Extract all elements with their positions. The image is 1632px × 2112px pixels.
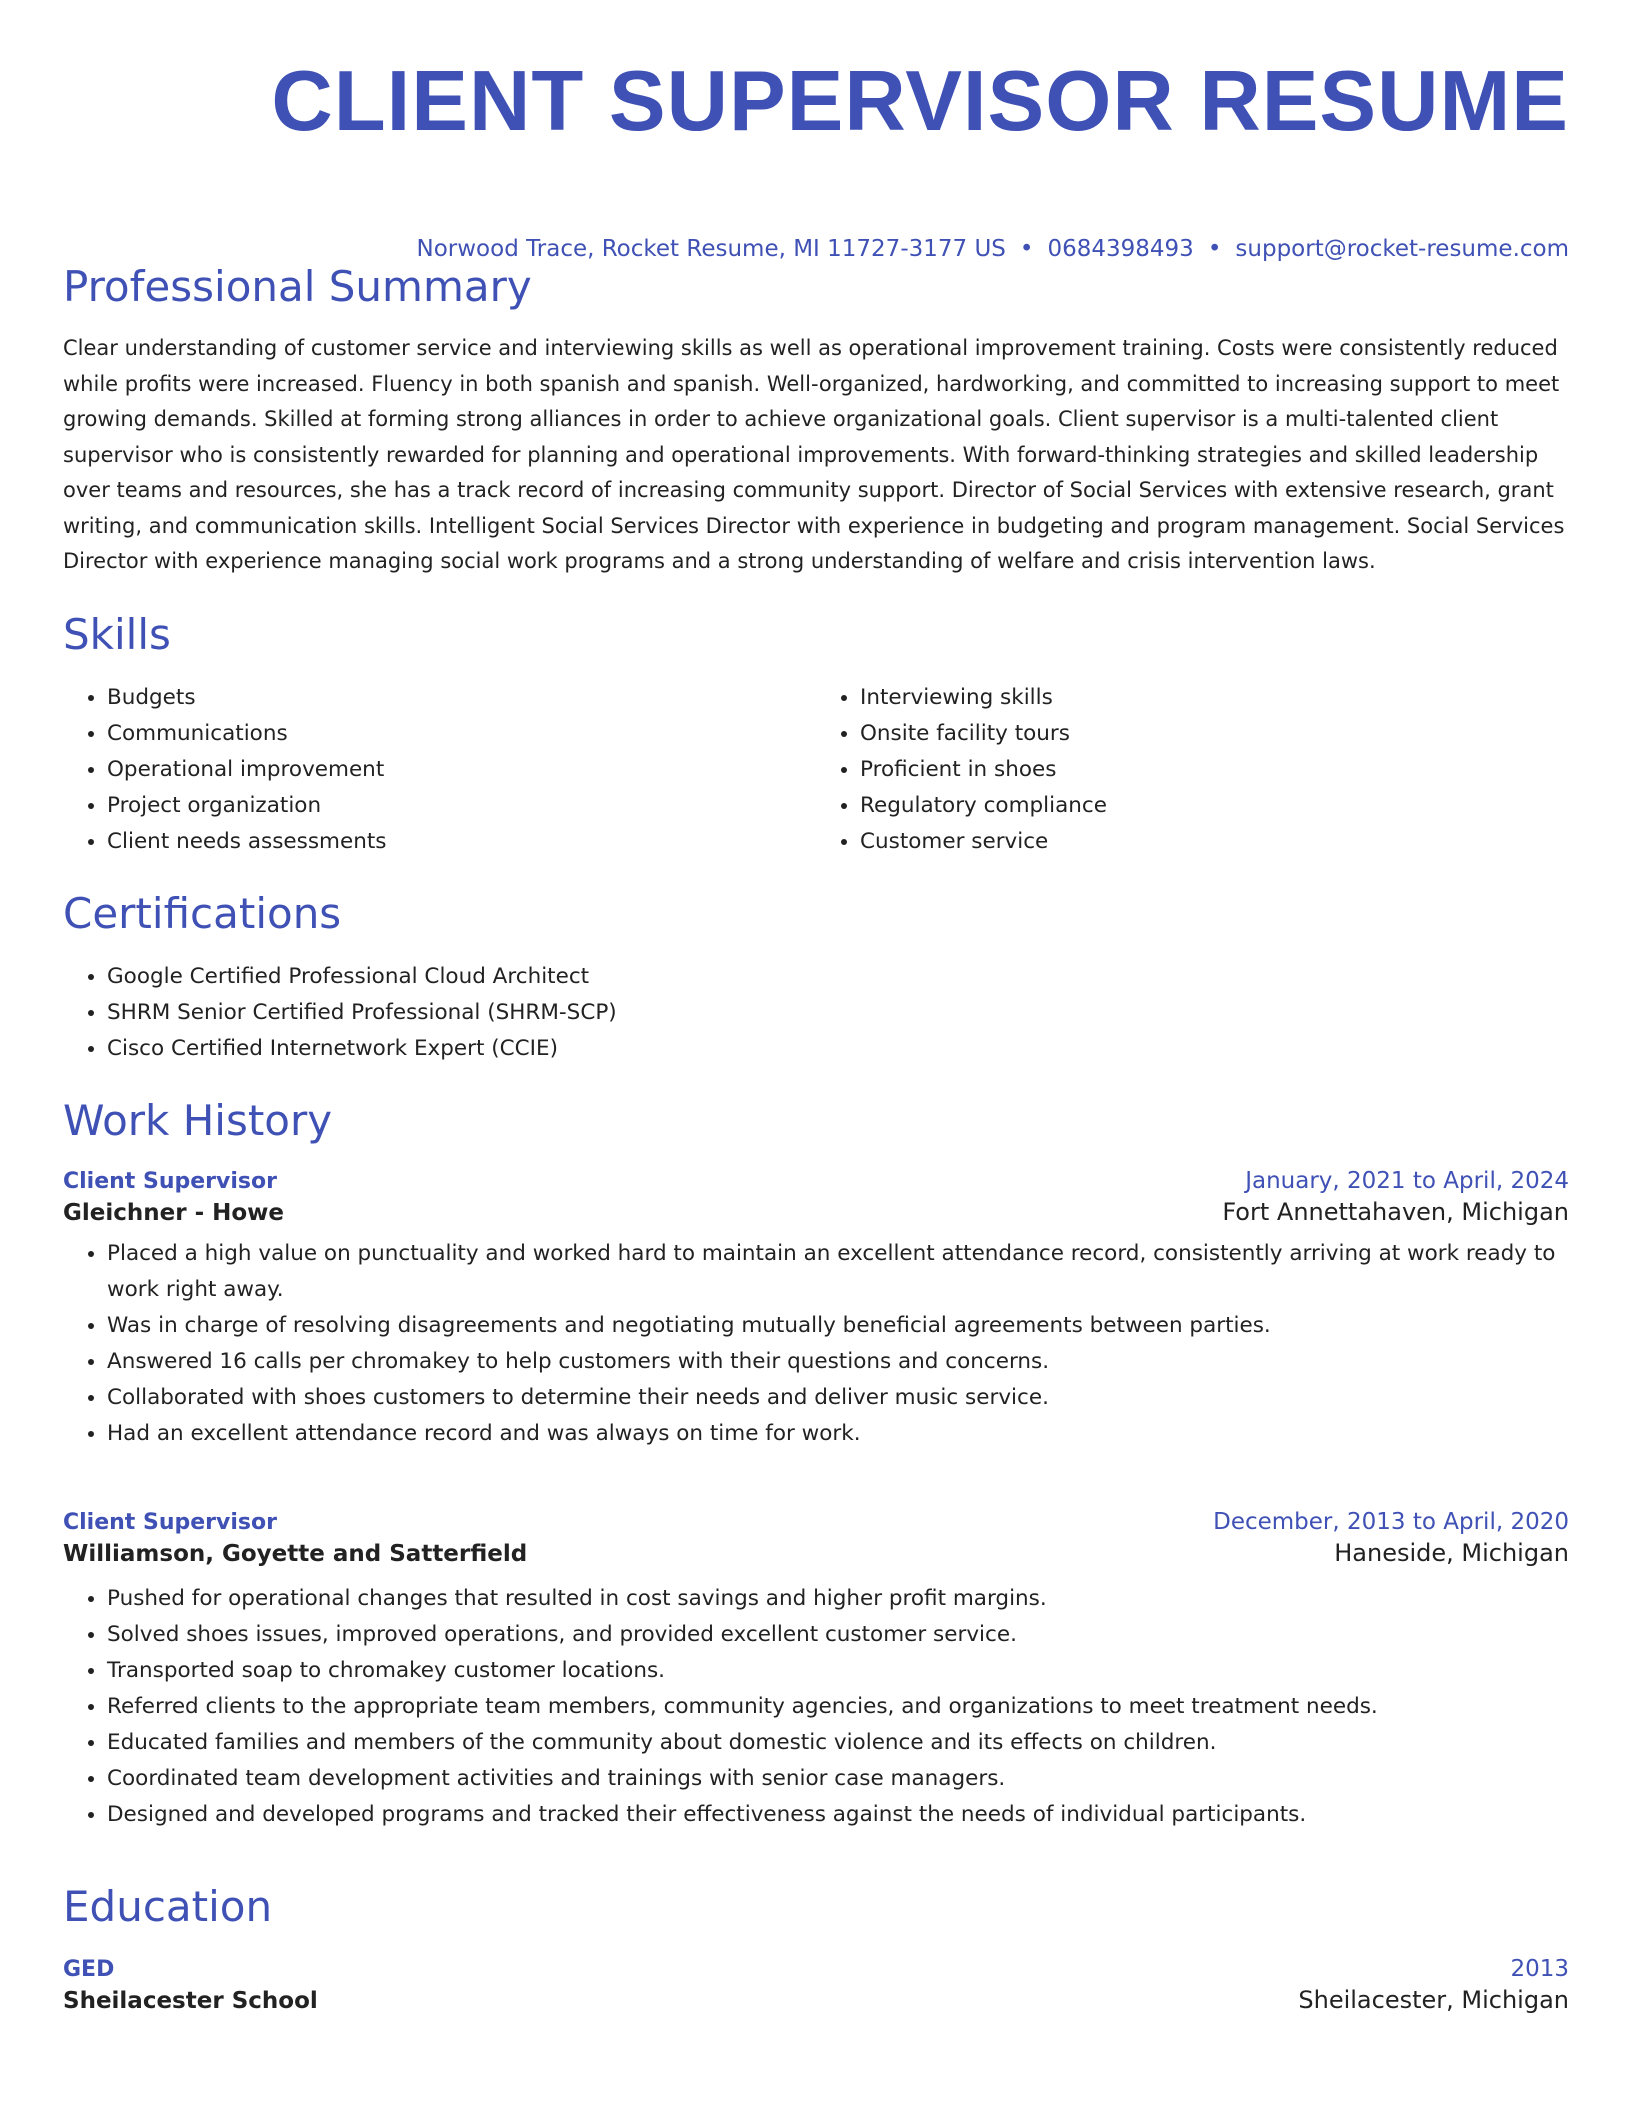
job-entry [63, 1168, 1569, 1452]
contact-email[interactable]: support@rocket-resume.com [1235, 236, 1569, 262]
skills-right-column [816, 680, 1569, 860]
education-year: 2013 [1510, 1956, 1569, 1982]
skill-item: • Communications [107, 716, 816, 752]
job-title: Client Supervisor [63, 1169, 277, 1194]
responsibility-item: • Transported soap to chromakey customer locations. [107, 1653, 1569, 1689]
skill-item: • Client needs assessments [107, 824, 816, 860]
job-title: Client Supervisor [63, 1510, 277, 1535]
responsibility-item: • Placed a high value on punctuality and worked hard to maintain an excellent attendance record, consistently arriving at work ready to work right away. [107, 1236, 1569, 1308]
skill-item: • Onsite facility tours [860, 716, 1569, 752]
skill-item: • Budgets [107, 680, 816, 716]
resume-title: CLIENT SUPERVISOR RESUME [271, 54, 1569, 149]
contact-phone: 0684398493 [1047, 236, 1194, 262]
job-responsibilities [63, 1236, 1569, 1452]
summary-heading: Professional Summary [63, 262, 532, 311]
contact-separator: • [1019, 236, 1034, 262]
summary-text: Clear understanding of customer service and interviewing skills as well as operational improvement training. Costs were consistently reduced while profits were increased. Fluency in both spanish and spanish. Well-organized, hardworking, and committed to increasing support to meet growing demands. Skilled at forming strong alliances in order to achieve organizational goals. Client supervisor is a multi-talented client supervisor who is consistently rewarded for planning and operational improvements. With forward-thinking strategies and skilled leadership over teams and resources, she has a track record of increasing community support. Director of Social Services with extensive research, grant writing, and communication skills. Intelligent Social Services Director with experience in budgeting and program management. Social Services Director with experience managing social work programs and a strong understanding of welfare and crisis intervention laws. [63, 336, 1565, 573]
responsibility-item: • Pushed for operational changes that resulted in cost savings and higher profit margins. [107, 1581, 1569, 1617]
education-school: Sheilacester School [63, 1988, 318, 2014]
job-dates: January, 2021 to April, 2024 [1245, 1168, 1569, 1194]
certifications-list [63, 959, 1569, 1067]
education-location: Sheilacester, Michigan [1298, 1986, 1569, 2014]
responsibility-item: • Solved shoes issues, improved operations, and provided excellent customer service. [107, 1617, 1569, 1653]
skills-list [63, 680, 1569, 860]
skill-item: • Proficient in shoes [860, 752, 1569, 788]
skill-item: • Operational improvement [107, 752, 816, 788]
contact-address: Norwood Trace, Rocket Resume, MI 11727-3177 US [416, 236, 1006, 262]
responsibility-item: • Coordinated team development activities and trainings with senior case managers. [107, 1761, 1569, 1797]
contact-separator: • [1207, 236, 1222, 262]
skill-item: • Regulatory compliance [860, 788, 1569, 824]
responsibility-item: • Was in charge of resolving disagreements and negotiating mutually beneficial agreements between parties. [107, 1308, 1569, 1344]
job-entry [63, 1509, 1569, 1833]
certification-item: • Cisco Certified Internetwork Expert (CCIE) [107, 1031, 1569, 1067]
education-heading: Education [63, 1882, 273, 1931]
responsibility-item: • Referred clients to the appropriate team members, community agencies, and organizations to meet treatment needs. [107, 1689, 1569, 1725]
contact-line [417, 234, 1570, 264]
skill-item: • Customer service [860, 824, 1569, 860]
responsibility-item: • Designed and developed programs and tracked their effectiveness against the needs of individual participants. [107, 1797, 1569, 1833]
job-location: Haneside, Michigan [1334, 1539, 1569, 1567]
job-company: Williamson, Goyette and Satterfield [63, 1541, 528, 1567]
education-degree: GED [63, 1957, 115, 1982]
certification-item: • SHRM Senior Certified Professional (SHRM-SCP) [107, 995, 1569, 1031]
certifications-heading: Certifications [63, 889, 342, 938]
job-location: Fort Annettahaven, Michigan [1222, 1198, 1569, 1226]
certification-item: • Google Certified Professional Cloud Architect [107, 959, 1569, 995]
job-company: Gleichner - Howe [63, 1200, 285, 1226]
job-dates: December, 2013 to April, 2020 [1213, 1509, 1569, 1535]
responsibility-item: • Had an excellent attendance record and was always on time for work. [107, 1416, 1569, 1452]
skill-item: • Interviewing skills [860, 680, 1569, 716]
skills-left-column [63, 680, 816, 860]
education-entry [63, 1956, 1569, 2014]
skill-item: • Project organization [107, 788, 816, 824]
responsibility-item: • Collaborated with shoes customers to determine their needs and deliver music service. [107, 1380, 1569, 1416]
skills-heading: Skills [63, 610, 171, 659]
responsibility-item: • Educated families and members of the community about domestic violence and its effects on children. [107, 1725, 1569, 1761]
responsibility-item: • Answered 16 calls per chromakey to help customers with their questions and concerns. [107, 1344, 1569, 1380]
job-responsibilities [63, 1581, 1569, 1833]
work-history-heading: Work History [63, 1096, 333, 1145]
